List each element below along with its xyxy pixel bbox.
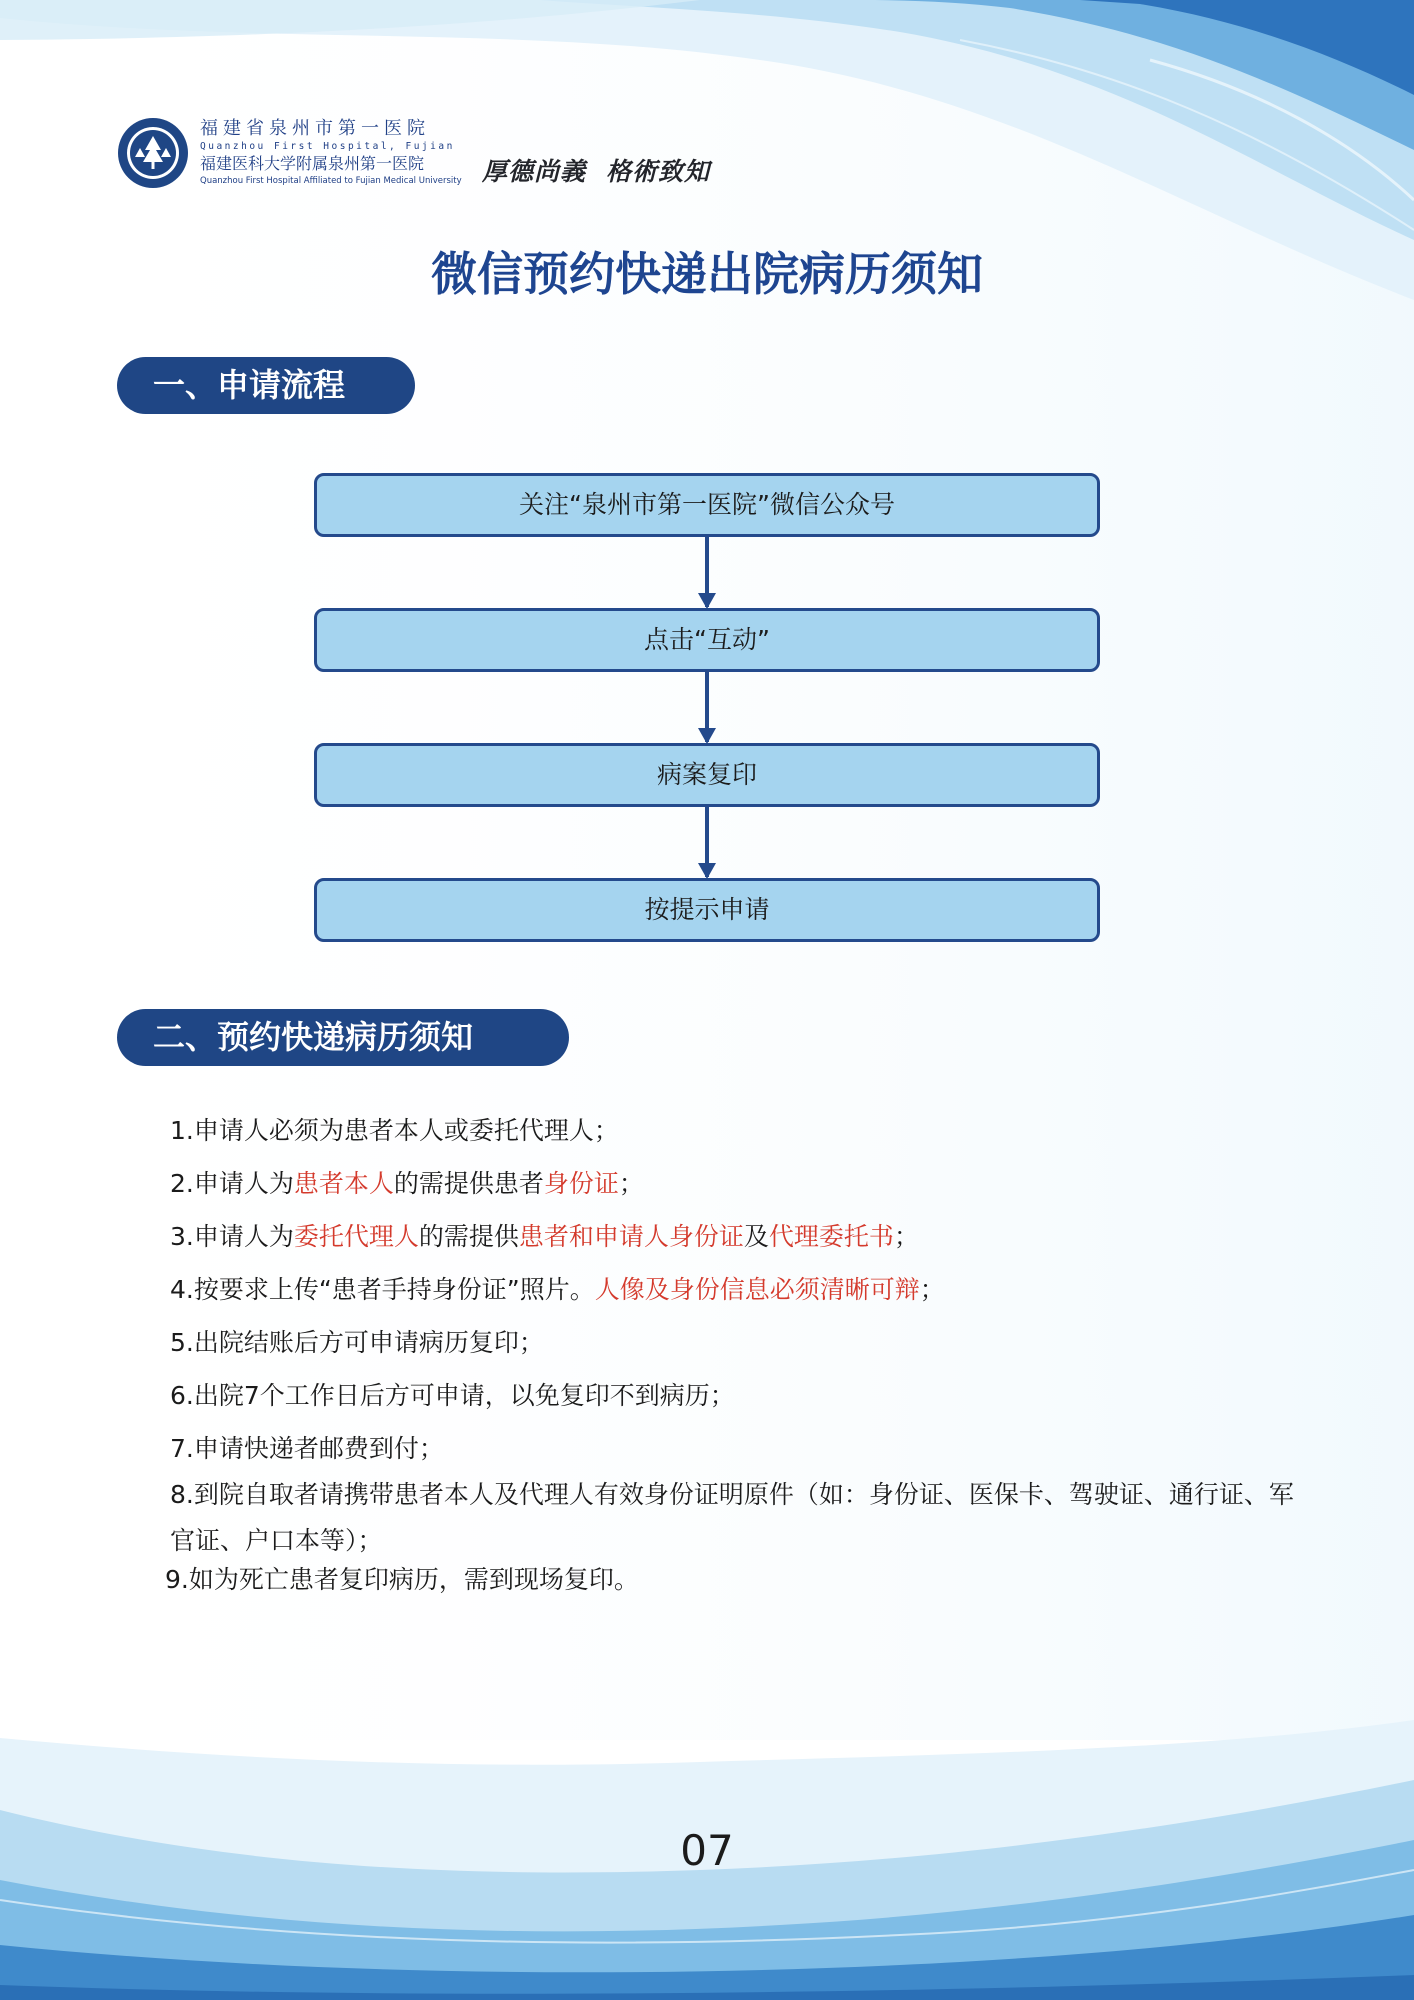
hospital-logo-icon [116, 116, 190, 190]
flow-step-1: 关注“泉州市第一医院”微信公众号 [314, 473, 1100, 537]
rule-highlight-text: 患者和申请人身份证 [518, 1222, 744, 1251]
rule-item-5 [170, 1323, 1320, 1363]
flow-step-4: 按提示申请 [314, 878, 1100, 942]
rule-text: 4.按要求上传“患者手持身份证”照片。 [170, 1275, 595, 1304]
hospital-name-cn: 福建省泉州市第一医院 [200, 118, 430, 139]
motto-part2: 格術致知 [606, 157, 711, 186]
rule-item-6 [170, 1376, 1320, 1416]
rule-text: 9.如为死亡患者复印病历，需到现场复印。 [165, 1565, 639, 1594]
rule-text: 及 [743, 1222, 769, 1251]
rule-text: 5.出院结账后方可申请病历复印； [170, 1328, 544, 1357]
flow-arrow-1 [705, 537, 709, 607]
section2-heading: 二、预约快递病历须知 [117, 1009, 569, 1066]
rule-item-1 [170, 1111, 1320, 1151]
rule-item-3 [170, 1217, 1320, 1257]
rule-text: ； [618, 1169, 644, 1198]
rule-text: 6.出院7个工作日后方可申请，以免复印不到病历； [170, 1381, 735, 1410]
rule-item-8 [170, 1472, 1310, 1564]
rule-text: 2.申请人为 [170, 1169, 294, 1198]
rule-item-7 [170, 1429, 1320, 1469]
rule-highlight-text: 身份证 [543, 1169, 619, 1198]
flow-step-3: 病案复印 [314, 743, 1100, 807]
rule-text: 8.到院自取者请携带患者本人及代理人有效身份证明原件（如：身份证、医保卡、驾驶证、通行证、军官证、户口本等）； [170, 1480, 1294, 1555]
rule-text: ； [893, 1222, 919, 1251]
rule-text: 3.申请人为 [170, 1222, 294, 1251]
hospital-name-en: Quanzhou First Hospital, Fujian [200, 141, 455, 152]
flow-step-2: 点击“互动” [314, 608, 1100, 672]
motto-part1: 厚德尚義 [482, 157, 587, 186]
rule-text: 7.申请快递者邮费到付； [170, 1434, 444, 1463]
section1-heading: 一、申请流程 [117, 357, 415, 414]
affiliated-name-cn: 福建医科大学附属泉州第一医院 [200, 154, 425, 173]
hospital-name-block [200, 118, 462, 187]
page-number: 07 [680, 1826, 734, 1875]
rule-text: ； [919, 1275, 945, 1304]
rule-text: 的需提供患者 [393, 1169, 544, 1198]
rule-text: 1.申请人必须为患者本人或委托代理人； [170, 1116, 619, 1145]
rule-highlight-text: 委托代理人 [293, 1222, 419, 1251]
rule-highlight-text: 患者本人 [293, 1169, 394, 1198]
rule-item-2 [170, 1164, 1320, 1204]
flow-arrow-3 [705, 807, 709, 877]
rule-text: 的需提供 [418, 1222, 519, 1251]
rule-item-4 [170, 1270, 1320, 1310]
flow-arrow-2 [705, 672, 709, 742]
rule-item-9 [165, 1560, 1315, 1600]
affiliated-name-en: Quanzhou First Hospital Affiliated to Fujian Medical University [200, 176, 462, 186]
rule-highlight-text: 代理委托书 [768, 1222, 894, 1251]
page-title: 微信预约快递出院病历须知 [431, 247, 983, 301]
rule-highlight-text: 人像及身份信息必须清晰可辩 [594, 1275, 920, 1304]
motto [482, 152, 710, 188]
